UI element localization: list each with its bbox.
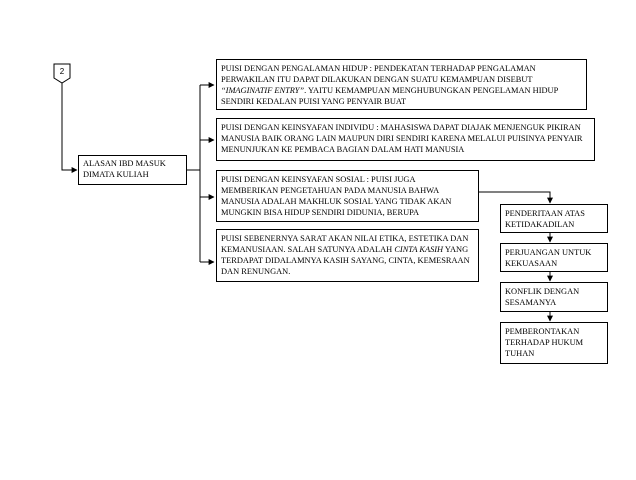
- badge-connector: [62, 83, 77, 170]
- branch-1-text-c: . YAITU KEMAMPUAN MENGHUBUNGKAN PENGELAMAN HIDUP SENDIRI KEDALAN PUISI YANG PENYAIR BUAT: [221, 86, 558, 107]
- branch-4-text-c: YANG TERDAPAT DIDALAMNYA KASIH SAYANG, CINTA, KEMESRAAN DAN RENUNGAN.: [221, 245, 470, 277]
- root-node-label: ALASAN IBD MASUK DIMATA KULIAH: [83, 159, 166, 180]
- branch-box-3: [216, 170, 479, 222]
- sub-item-4-label: PEMBERONTAKAN TERHADAP HUKUM TUHAN: [505, 327, 584, 359]
- sub-item-3-label: KONFLIK DENGAN SESAMANYA: [505, 287, 580, 308]
- branch-box-1: [216, 59, 587, 110]
- branch-1-text-a: PUISI DENGAN PENGALAMAN HIDUP : PENDEKATAN TERHADAP PENGALAMAN PERWAKILAN ITU DAPAT DILAKUKAN DENGAN SUATU KEMAMPUAN DISEBUT: [221, 64, 536, 85]
- badge-number: 2: [59, 67, 65, 76]
- branch-2-text: PUISI DENGAN KEINSYAFAN INDIVIDU : MAHASISWA DAPAT DIAJAK MENJENGUK PIKIRAN MANUSIA BAIK ORANG LAIN MAUPUN DIRI SENDIRI KARENA MELALUI PUISINYA PENYAIR MENUNJUKAN KE PEMBACA BAGIAN DALAM HATI MANUSIA: [221, 123, 583, 155]
- sub-item-2-label: PERJUANGAN UNTUK KEKUASAAN: [505, 248, 592, 269]
- branch-1-text-b: “IMAGINATIF ENTRY”: [221, 86, 305, 96]
- sub-item-4: [500, 322, 608, 364]
- root-node: [78, 155, 187, 185]
- sub-item-2: [500, 243, 608, 272]
- branch-4-text-b: CINTA KASIH: [394, 245, 444, 255]
- sub-item-1: [500, 204, 608, 233]
- branch-3-text: PUISI DENGAN KEINSYAFAN SOSIAL : PUISI JUGA MEMBERIKAN PENGETAHUAN PADA MANUSIA BAHWA MANUSIA ADALAH MAKHLUK SOSIAL YANG TIDAK AKAN MUNGKIN BISA HIDUP SENDIRI DIDUNIA, BERUPA: [221, 175, 452, 218]
- sub-connector-main: [479, 192, 550, 203]
- branch-box-2: [216, 118, 595, 161]
- sub-item-1-label: PENDERITAAN ATAS KETIDAKADILAN: [505, 209, 585, 230]
- branch-box-4: [216, 229, 479, 282]
- sub-item-3: [500, 282, 608, 312]
- branch-4-text-a: PUISI SEBENERNYA SARAT AKAN NILAI ETIKA, ESTETIKA DAN KEMANUSIAAN. SALAH SATUNYA ADALAH: [221, 234, 469, 255]
